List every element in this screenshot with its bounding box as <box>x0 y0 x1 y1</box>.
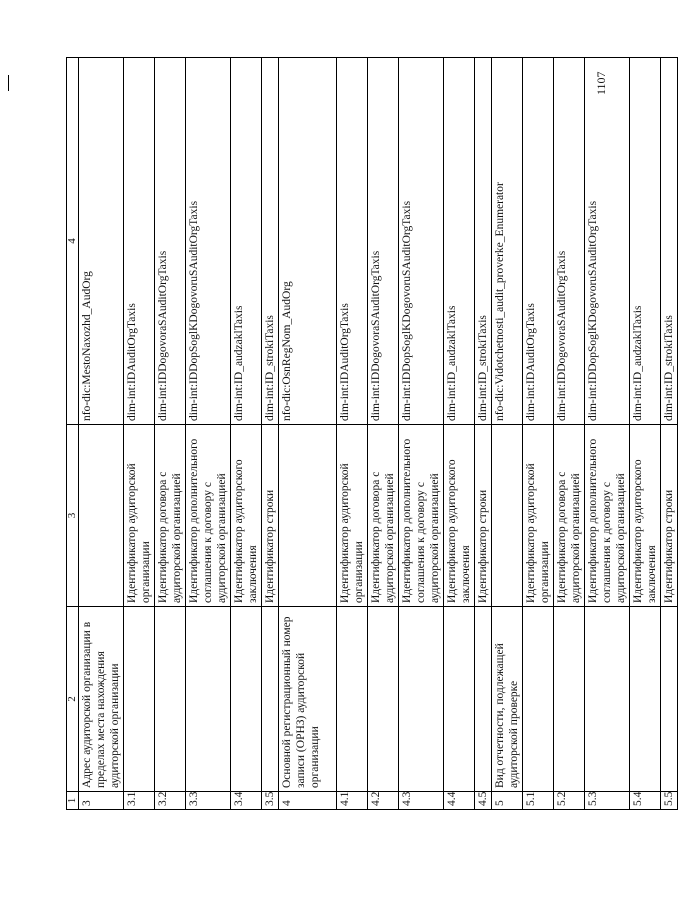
row-code: nfo-dic:Vidotchetnosti_audit_proverke_Enumerator <box>492 58 523 425</box>
table-row <box>231 58 262 810</box>
row-description: Идентификатор строки <box>262 425 279 607</box>
table-row <box>523 58 554 810</box>
table-row <box>337 58 368 810</box>
row-description: Идентификатор аудиторского заключения <box>231 425 262 607</box>
table-row <box>585 58 630 810</box>
row-description: Идентификатор договора с аудиторской организацией <box>368 425 399 607</box>
row-description: Идентификатор аудиторской организации <box>124 425 155 607</box>
header-col-4: 4 <box>67 58 79 425</box>
table-row <box>186 58 231 810</box>
row-description: Идентификатор строки <box>661 425 678 607</box>
row-number: 4.1 <box>337 792 368 810</box>
row-code: dim-int:ID_audzaklTaxis <box>630 58 661 425</box>
row-number: 5.1 <box>523 792 554 810</box>
row-number: 5.4 <box>630 792 661 810</box>
header-row <box>67 58 79 810</box>
row-number: 5.5 <box>661 792 678 810</box>
header-col-3: 3 <box>67 425 79 607</box>
row-code: dim-int:ID_strokiTaxis <box>475 58 492 425</box>
row-code: dim-int:ID_audzaklTaxis <box>231 58 262 425</box>
header-col-1: 1 <box>67 792 79 810</box>
row-description: Идентификатор строки <box>475 425 492 607</box>
row-name <box>523 607 554 792</box>
row-number: 5 <box>492 792 523 810</box>
row-number: 3 <box>79 792 124 810</box>
row-number: 3.3 <box>186 792 231 810</box>
row-name <box>585 607 630 792</box>
data-table <box>66 57 678 810</box>
row-name <box>661 607 678 792</box>
header-col-2: 2 <box>67 607 79 792</box>
row-description: Идентификатор аудиторской организации <box>523 425 554 607</box>
row-description: Идентификатор договора с аудиторской организацией <box>155 425 186 607</box>
row-name <box>399 607 444 792</box>
table-row <box>368 58 399 810</box>
row-code: dim-int:IDDogovoraSAuditOrgTaxis <box>368 58 399 425</box>
rotated-page <box>66 58 675 810</box>
row-description: Идентификатор аудиторского заключения <box>630 425 661 607</box>
row-name <box>444 607 475 792</box>
table-row <box>444 58 475 810</box>
row-code: dim-int:IDAuditOrgTaxis <box>337 58 368 425</box>
row-code: dim-int:IDDopSoglKDogovoruSAuditOrgTaxis <box>186 58 231 425</box>
row-description: Идентификатор дополнительного соглашения к договору с аудиторской организацией <box>585 425 630 607</box>
row-code: dim-int:ID_strokiTaxis <box>262 58 279 425</box>
table-row <box>155 58 186 810</box>
row-name <box>554 607 585 792</box>
table-row <box>124 58 155 810</box>
row-number: 4.3 <box>399 792 444 810</box>
row-code: nfo-dic:OsnRegNom_AudOrg <box>279 58 337 425</box>
row-name: Адрес аудиторской организации в пределах места нахождения аудиторской организации <box>79 607 124 792</box>
table-row <box>554 58 585 810</box>
row-name <box>337 607 368 792</box>
row-name: Основной регистрационный номер записи (ОРНЗ) аудиторской организации <box>279 607 337 792</box>
row-code: dim-int:ID_audzaklTaxis <box>444 58 475 425</box>
row-name <box>124 607 155 792</box>
row-name <box>186 607 231 792</box>
table-row <box>262 58 279 810</box>
row-code: dim-int:IDDogovoraSAuditOrgTaxis <box>155 58 186 425</box>
row-description: Идентификатор дополнительного соглашения к договору с аудиторской организацией <box>186 425 231 607</box>
table-row <box>492 58 523 810</box>
row-name <box>155 607 186 792</box>
table-row <box>661 58 678 810</box>
row-description <box>279 425 337 607</box>
table-row <box>475 58 492 810</box>
row-description <box>79 425 124 607</box>
row-name <box>368 607 399 792</box>
row-name <box>231 607 262 792</box>
table-row <box>630 58 661 810</box>
row-number: 3.1 <box>124 792 155 810</box>
row-number: 3.4 <box>231 792 262 810</box>
row-number: 4.4 <box>444 792 475 810</box>
row-number: 5.3 <box>585 792 630 810</box>
row-code: dim-int:IDDogovoraSAuditOrgTaxis <box>554 58 585 425</box>
row-code: dim-int:IDAuditOrgTaxis <box>124 58 155 425</box>
page-edge-mark <box>8 75 9 91</box>
row-code: dim-int:IDDopSoglKDogovoruSAuditOrgTaxis <box>399 58 444 425</box>
row-name <box>262 607 279 792</box>
page-number: 1107 <box>594 71 608 95</box>
row-description: Идентификатор договора с аудиторской организацией <box>554 425 585 607</box>
row-description: Идентификатор дополнительного соглашения к договору с аудиторской организацией <box>399 425 444 607</box>
row-name: Вид отчетности, подлежащей аудиторской проверке <box>492 607 523 792</box>
table-row <box>279 58 337 810</box>
row-number: 3.5 <box>262 792 279 810</box>
row-description <box>492 425 523 607</box>
table-row <box>79 58 124 810</box>
row-description: Идентификатор аудиторского заключения <box>444 425 475 607</box>
row-code: dim-int:IDDopSoglKDogovoruSAuditOrgTaxis <box>585 58 630 425</box>
row-number: 4.5 <box>475 792 492 810</box>
row-name <box>630 607 661 792</box>
row-code: dim-int:IDAuditOrgTaxis <box>523 58 554 425</box>
row-number: 4.2 <box>368 792 399 810</box>
row-description: Идентификатор аудиторской организации <box>337 425 368 607</box>
row-code: dim-int:ID_strokiTaxis <box>661 58 678 425</box>
row-name <box>475 607 492 792</box>
row-number: 5.2 <box>554 792 585 810</box>
row-number: 4 <box>279 792 337 810</box>
row-code: nfo-dic:MestoNaxozhd_AudOrg <box>79 58 124 425</box>
table-row <box>399 58 444 810</box>
row-number: 3.2 <box>155 792 186 810</box>
